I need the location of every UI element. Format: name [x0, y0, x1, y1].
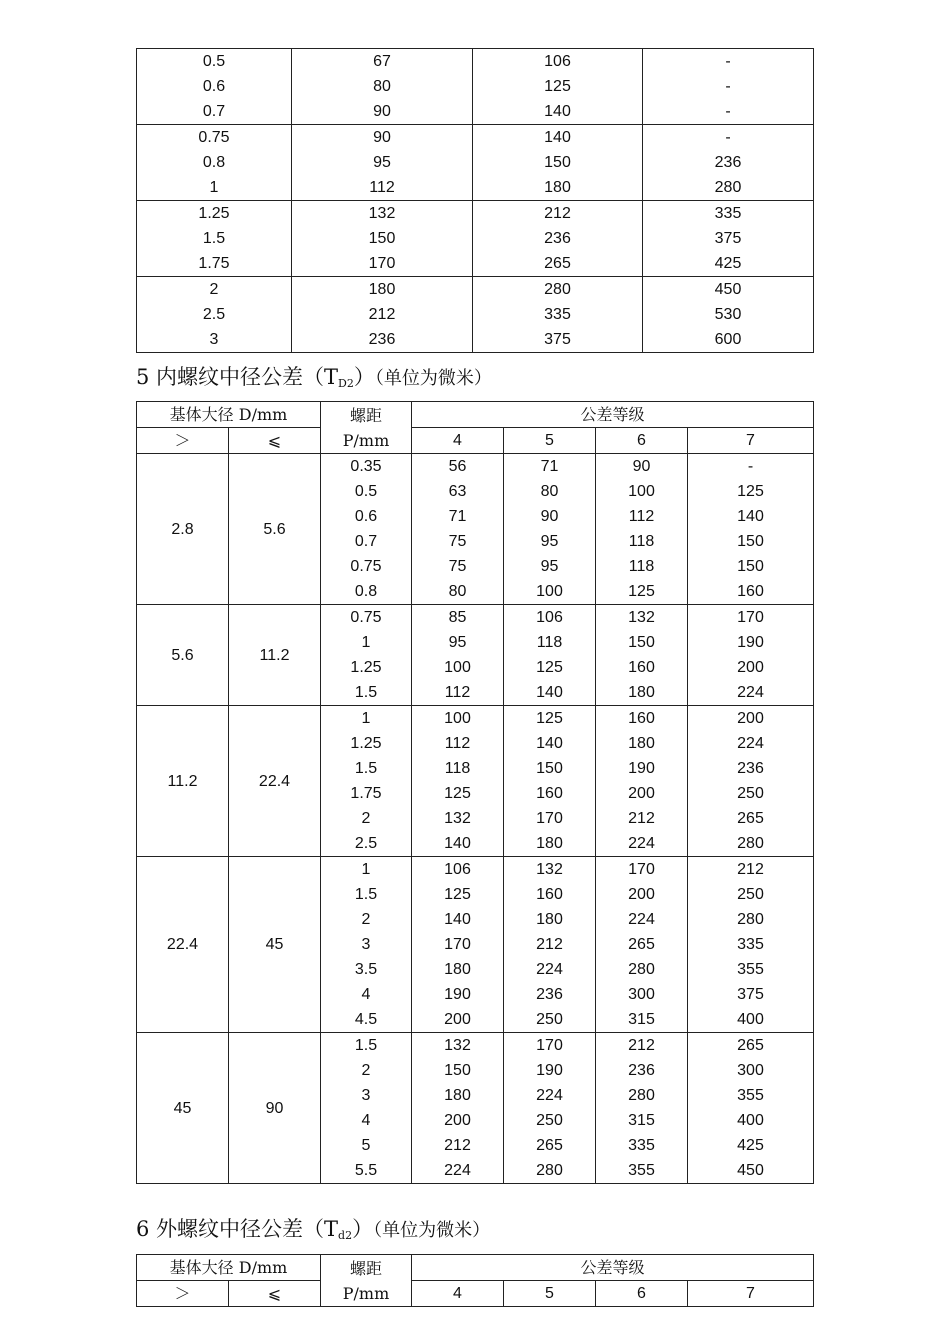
grade-5-cell-value: 160 [536, 886, 563, 903]
grade-4-cell-value: 112 [444, 684, 471, 701]
section-6-title [136, 1214, 490, 1251]
pitch-cell-value: 3 [361, 1087, 371, 1104]
grade-7-cell-value: 140 [737, 508, 764, 525]
pitch-cell [321, 605, 412, 706]
table-row [137, 857, 814, 1033]
grade-6-cell-value: 265 [628, 936, 655, 953]
grade-4-cell-value: 95 [448, 634, 467, 651]
pitch-cell-value: 0.6 [202, 78, 226, 95]
grade-6-cell-value: 180 [628, 684, 655, 701]
header-grade-5: 5 [504, 1281, 596, 1307]
grade-7-cell-value: 375 [737, 986, 764, 1003]
diameter-gt-cell: 22.4 [137, 857, 229, 1033]
grade-6-cell-value: 118 [628, 533, 655, 550]
header-pitch [321, 402, 412, 454]
grade-7-cell-value: 250 [737, 785, 764, 802]
tolerance-cell [473, 201, 643, 277]
tolerance-cell-value: 212 [544, 205, 571, 222]
header-grade-6: 6 [596, 428, 688, 454]
grade-5-cell-value: 250 [536, 1112, 563, 1129]
grade-7-cell-value: 224 [737, 735, 764, 752]
tolerance-cell-value: 212 [368, 306, 396, 323]
tolerance-cell-value: 236 [368, 331, 396, 348]
tolerance-cell-value: 280 [544, 281, 571, 298]
grade-6-cell-value: 224 [628, 911, 655, 928]
grade-6-cell-value: 170 [628, 861, 655, 878]
grade-4-cell-value: 63 [448, 483, 467, 500]
pitch-cell-value: 1.75 [198, 255, 230, 272]
pitch-cell-value: 1 [361, 634, 371, 651]
tolerance-cell-value: 150 [368, 230, 396, 247]
diameter-le-cell: 5.6 [229, 454, 321, 605]
grade-7-cell-value: 224 [737, 684, 764, 701]
table-6-external-thread-tolerance [136, 1254, 814, 1307]
grade-4-cell-value: 150 [444, 1062, 471, 1079]
tolerance-cell [643, 201, 814, 277]
tolerance-cell-value: 132 [368, 205, 396, 222]
table-row [137, 49, 814, 125]
pitch-cell-value: 1.25 [350, 659, 382, 676]
section-5-title-close: ） [353, 365, 375, 389]
pitch-cell-value: 0.5 [354, 483, 378, 500]
grade-4-cell-value: 200 [444, 1112, 471, 1129]
grade-7-cell [688, 706, 814, 857]
tolerance-cell-value: 280 [714, 179, 742, 196]
pitch-cell-value: 2 [209, 281, 219, 298]
grade-7-cell-value: 265 [737, 1037, 764, 1054]
tolerance-cell-value: 140 [544, 129, 571, 146]
header-tolerance-grade: 公差等级 [412, 1255, 814, 1281]
grade-5-cell-value: 95 [540, 533, 559, 550]
tolerance-cell [643, 277, 814, 353]
pitch-cell [137, 277, 292, 353]
grade-6-cell [596, 454, 688, 605]
grade-4-cell-value: 75 [448, 558, 467, 575]
grade-4-cell-value: 100 [444, 710, 471, 727]
grade-7-cell-value: 450 [737, 1162, 764, 1179]
grade-5-cell-value: 180 [536, 835, 563, 852]
grade-4-cell-value: 132 [444, 1037, 471, 1054]
pitch-cell-value: 1.5 [354, 886, 378, 903]
tolerance-cell-value: 530 [714, 306, 742, 323]
tolerance-cell-value: 335 [714, 205, 742, 222]
pitch-cell [137, 49, 292, 125]
header-grade-5: 5 [504, 428, 596, 454]
tolerance-cell-value: 180 [368, 281, 396, 298]
diameter-le-cell: 90 [229, 1033, 321, 1184]
grade-6-cell-value: 280 [628, 1087, 655, 1104]
tolerance-cell-value: 375 [714, 230, 742, 247]
pitch-cell [137, 125, 292, 201]
grade-7-cell [688, 857, 814, 1033]
grade-4-cell [412, 706, 504, 857]
grade-7-cell-value: 200 [737, 659, 764, 676]
grade-4-cell-value: 80 [448, 583, 467, 600]
grade-7-cell-value: 335 [737, 936, 764, 953]
table-5-internal-thread-tolerance [136, 401, 814, 1184]
pitch-cell-value: 1.5 [354, 1037, 378, 1054]
tolerance-cell-value: 450 [714, 281, 742, 298]
tolerance-cell-value: 170 [368, 255, 396, 272]
grade-7-cell [688, 1033, 814, 1184]
pitch-cell-value: 2 [361, 810, 371, 827]
pitch-cell [321, 1033, 412, 1184]
grade-7-cell-value: 280 [737, 835, 764, 852]
grade-5-cell-value: 118 [536, 634, 563, 651]
table-row [137, 1033, 814, 1184]
pitch-cell-value: 0.6 [354, 508, 378, 525]
tolerance-cell-value: 236 [544, 230, 571, 247]
pitch-cell-value: 4.5 [354, 1011, 378, 1028]
grade-7-cell-value: 280 [737, 911, 764, 928]
grade-6-cell-value: 200 [628, 886, 655, 903]
pitch-cell-value: 1.5 [202, 230, 226, 247]
grade-4-cell-value: 170 [444, 936, 471, 953]
tolerance-cell-value: 335 [544, 306, 571, 323]
pitch-cell-value: 0.5 [202, 53, 226, 70]
section-5-title [136, 362, 492, 399]
pitch-cell-value: 4 [361, 986, 371, 1003]
grade-5-cell-value: 95 [540, 558, 559, 575]
grade-4-cell-value: 200 [444, 1011, 471, 1028]
grade-7-cell-value: 250 [737, 886, 764, 903]
grade-5-cell-value: 90 [540, 508, 559, 525]
grade-5-cell-value: 280 [536, 1162, 563, 1179]
grade-5-cell-value: 140 [536, 735, 563, 752]
header-le: ⩽ [229, 428, 321, 454]
diameter-le-cell: 45 [229, 857, 321, 1033]
diameter-gt-cell: 11.2 [137, 706, 229, 857]
header-tolerance-grade: 公差等级 [412, 402, 814, 428]
tolerance-cell-value: 150 [544, 154, 571, 171]
grade-7-cell-value: 160 [737, 583, 764, 600]
table-row [137, 201, 814, 277]
diameter-gt-cell: 2.8 [137, 454, 229, 605]
pitch-cell-value: 1 [361, 861, 371, 878]
section-6-title-text: 6 外螺纹中径公差（T [136, 1217, 339, 1241]
header-gt: ＞ [137, 1281, 229, 1307]
grade-6-cell-value: 212 [628, 810, 655, 827]
grade-6-cell-value: 212 [628, 1037, 655, 1054]
pitch-cell-value: 1 [209, 179, 219, 196]
grade-4-cell-value: 125 [444, 785, 471, 802]
pitch-cell [321, 454, 412, 605]
tolerance-cell-value: 236 [714, 154, 742, 171]
header-grade-7: 7 [688, 1281, 814, 1307]
tolerance-cell-value: - [725, 78, 731, 95]
table-row [137, 125, 814, 201]
pitch-cell-value: 0.35 [350, 458, 382, 475]
tolerance-cell-value: - [725, 53, 731, 70]
tolerance-cell [292, 201, 473, 277]
grade-4-cell-value: 56 [448, 458, 467, 475]
tolerance-cell [473, 125, 643, 201]
pitch-cell-value: 0.75 [350, 609, 382, 626]
grade-6-cell [596, 857, 688, 1033]
header-pitch-line1: 螺距 [349, 405, 382, 425]
header-pitch-line2: P/mm [342, 1283, 390, 1303]
grade-7-cell-value: 355 [737, 961, 764, 978]
grade-7-cell [688, 605, 814, 706]
pitch-cell-value: 2.5 [354, 835, 378, 852]
grade-7-cell-value: 355 [737, 1087, 764, 1104]
grade-5-cell-value: 190 [536, 1062, 563, 1079]
section-6-title-close: ） [352, 1217, 374, 1241]
grade-4-cell [412, 454, 504, 605]
pitch-cell-value: 1.5 [354, 684, 378, 701]
grade-6-cell-value: 132 [628, 609, 655, 626]
header-basic-diameter: 基体大径 D/mm [137, 1255, 321, 1281]
header-grade-7: 7 [688, 428, 814, 454]
header-gt: ＞ [137, 428, 229, 454]
header-pitch-line1: 螺距 [349, 1258, 382, 1278]
section-5-unit: （单位为微米） [374, 368, 492, 389]
grade-7-cell [688, 454, 814, 605]
pitch-cell-value: 1 [361, 710, 371, 727]
diameter-le-cell: 22.4 [229, 706, 321, 857]
table-4-continuation [136, 48, 814, 353]
grade-5-cell [504, 857, 596, 1033]
grade-6-cell-value: 150 [628, 634, 655, 651]
tolerance-cell [292, 125, 473, 201]
grade-7-cell-value: 212 [737, 861, 764, 878]
header-pitch-line2: P/mm [342, 430, 390, 450]
grade-5-cell-value: 125 [536, 659, 563, 676]
section-6-title-subscript: d2 [338, 1229, 353, 1242]
pitch-cell-value: 0.7 [354, 533, 378, 550]
tolerance-cell [643, 125, 814, 201]
tolerance-cell [473, 49, 643, 125]
grade-4-cell-value: 140 [444, 911, 471, 928]
grade-6-cell [596, 605, 688, 706]
grade-5-cell-value: 125 [536, 710, 563, 727]
pitch-cell-value: 1.75 [350, 785, 382, 802]
pitch-cell-value: 2 [361, 1062, 371, 1079]
tolerance-cell [292, 49, 473, 125]
pitch-cell-value: 0.75 [198, 129, 230, 146]
tolerance-cell-value: 125 [544, 78, 571, 95]
pitch-cell [321, 706, 412, 857]
grade-6-cell [596, 706, 688, 857]
section-5-title-subscript: D2 [338, 377, 354, 390]
pitch-cell-value: 0.7 [202, 103, 226, 120]
tolerance-cell-value: 80 [373, 78, 391, 95]
tolerance-cell-value: 67 [373, 53, 391, 70]
grade-5-cell-value: 160 [536, 785, 563, 802]
pitch-cell-value: 1.25 [198, 205, 230, 222]
pitch-cell-value: 2 [361, 911, 371, 928]
grade-5-cell-value: 80 [540, 483, 559, 500]
grade-5-cell-value: 132 [536, 861, 563, 878]
header-grade-4: 4 [412, 1281, 504, 1307]
pitch-cell-value: 0.8 [202, 154, 226, 171]
grade-4-cell-value: 212 [444, 1137, 471, 1154]
pitch-cell-value: 0.8 [354, 583, 378, 600]
grade-6-cell-value: 160 [628, 659, 655, 676]
grade-4-cell-value: 180 [444, 1087, 471, 1104]
pitch-cell-value: 3 [361, 936, 371, 953]
grade-6-cell-value: 125 [628, 583, 655, 600]
grade-6-cell [596, 1033, 688, 1184]
grade-4-cell-value: 71 [448, 508, 467, 525]
tolerance-cell-value: - [725, 103, 731, 120]
grade-4-cell-value: 125 [444, 886, 471, 903]
grade-6-cell-value: 200 [628, 785, 655, 802]
grade-4-cell-value: 106 [444, 861, 471, 878]
table-row [137, 277, 814, 353]
grade-5-cell-value: 106 [536, 609, 563, 626]
grade-5-cell [504, 706, 596, 857]
grade-7-cell-value: 125 [737, 483, 764, 500]
grade-7-cell-value: 200 [737, 710, 764, 727]
pitch-cell-value: 1.5 [354, 760, 378, 777]
tolerance-cell-value: 180 [544, 179, 571, 196]
header-pitch [321, 1255, 412, 1307]
grade-4-cell-value: 132 [444, 810, 471, 827]
grade-7-cell-value: 425 [737, 1137, 764, 1154]
section-5-title-text: 5 内螺纹中径公差（T [136, 365, 339, 389]
diameter-le-cell: 11.2 [229, 605, 321, 706]
grade-6-cell-value: 300 [628, 986, 655, 1003]
table-6-header-row-1 [137, 1255, 814, 1281]
grade-7-cell-value: 170 [737, 609, 764, 626]
tolerance-cell [292, 277, 473, 353]
tolerance-cell-value: 90 [373, 129, 391, 146]
grade-6-cell-value: 315 [628, 1011, 655, 1028]
grade-7-cell-value: 150 [737, 558, 764, 575]
diameter-gt-cell: 5.6 [137, 605, 229, 706]
header-le: ⩽ [229, 1281, 321, 1307]
grade-4-cell-value: 190 [444, 986, 471, 1003]
table-4-body [137, 49, 814, 353]
grade-4-cell-value: 85 [448, 609, 467, 626]
pitch-cell-value: 4 [361, 1112, 371, 1129]
grade-6-cell-value: 335 [628, 1137, 655, 1154]
grade-4-cell [412, 605, 504, 706]
pitch-cell [137, 201, 292, 277]
grade-7-cell-value: 150 [737, 533, 764, 550]
grade-5-cell [504, 454, 596, 605]
grade-7-cell-value: 236 [737, 760, 764, 777]
grade-6-cell-value: 355 [628, 1162, 655, 1179]
grade-7-cell-value: - [747, 458, 754, 475]
grade-7-cell-value: 300 [737, 1062, 764, 1079]
tolerance-cell-value: 106 [544, 53, 571, 70]
grade-4-cell-value: 112 [444, 735, 471, 752]
pitch-cell-value: 5.5 [354, 1162, 378, 1179]
grade-6-cell-value: 280 [628, 961, 655, 978]
grade-5-cell-value: 170 [536, 810, 563, 827]
grade-5-cell-value: 224 [536, 961, 563, 978]
grade-5-cell-value: 265 [536, 1137, 563, 1154]
grade-4-cell [412, 857, 504, 1033]
grade-5-cell-value: 170 [536, 1037, 563, 1054]
grade-4-cell-value: 180 [444, 961, 471, 978]
tolerance-cell [643, 49, 814, 125]
tolerance-cell-value: 425 [714, 255, 742, 272]
tolerance-cell-value: 140 [544, 103, 571, 120]
tolerance-cell-value: - [725, 129, 731, 146]
grade-5-cell-value: 180 [536, 911, 563, 928]
grade-6-cell-value: 315 [628, 1112, 655, 1129]
grade-4-cell [412, 1033, 504, 1184]
table-6-header-row-2 [137, 1281, 814, 1307]
pitch-cell-value: 3 [209, 331, 219, 348]
table-row [137, 706, 814, 857]
grade-6-cell-value: 112 [628, 508, 655, 525]
section-6-unit: （单位为微米） [373, 1220, 491, 1241]
grade-4-cell-value: 118 [444, 760, 471, 777]
tolerance-cell [473, 277, 643, 353]
header-basic-diameter: 基体大径 D/mm [137, 402, 321, 428]
grade-7-cell-value: 400 [737, 1112, 764, 1129]
grade-5-cell-value: 100 [536, 583, 563, 600]
tolerance-cell-value: 375 [544, 331, 571, 348]
grade-4-cell-value: 100 [444, 659, 471, 676]
grade-5-cell-value: 224 [536, 1087, 563, 1104]
grade-5-cell-value: 212 [536, 936, 563, 953]
grade-5-cell [504, 605, 596, 706]
grade-6-cell-value: 190 [628, 760, 655, 777]
grade-6-cell-value: 236 [628, 1062, 655, 1079]
grade-5-cell-value: 236 [536, 986, 563, 1003]
grade-7-cell-value: 190 [737, 634, 764, 651]
pitch-cell-value: 0.75 [350, 558, 382, 575]
pitch-cell [321, 857, 412, 1033]
tolerance-cell-value: 90 [373, 103, 391, 120]
table-5-header-row-2 [137, 428, 814, 454]
pitch-cell-value: 2.5 [202, 306, 226, 323]
tolerance-cell-value: 600 [714, 331, 742, 348]
grade-5-cell-value: 250 [536, 1011, 563, 1028]
grade-6-cell-value: 100 [628, 483, 655, 500]
header-grade-4: 4 [412, 428, 504, 454]
grade-6-cell-value: 180 [628, 735, 655, 752]
table-5-header-row-1 [137, 402, 814, 428]
grade-4-cell-value: 140 [444, 835, 471, 852]
grade-6-cell-value: 160 [628, 710, 655, 727]
grade-5-cell-value: 150 [536, 760, 563, 777]
grade-7-cell-value: 265 [737, 810, 764, 827]
grade-6-cell-value: 90 [632, 458, 651, 475]
table-row [137, 454, 814, 605]
tolerance-cell-value: 95 [373, 154, 391, 171]
pitch-cell-value: 3.5 [354, 961, 378, 978]
grade-4-cell-value: 224 [444, 1162, 471, 1179]
tolerance-cell-value: 112 [369, 179, 395, 196]
table-5-body [137, 454, 814, 1184]
grade-4-cell-value: 75 [448, 533, 467, 550]
grade-6-cell-value: 224 [628, 835, 655, 852]
table-row [137, 605, 814, 706]
grade-6-cell-value: 118 [628, 558, 655, 575]
grade-5-cell-value: 71 [540, 458, 559, 475]
header-grade-6: 6 [596, 1281, 688, 1307]
grade-5-cell-value: 140 [536, 684, 563, 701]
grade-7-cell-value: 400 [737, 1011, 764, 1028]
pitch-cell-value: 1.25 [350, 735, 382, 752]
tolerance-cell-value: 265 [544, 255, 571, 272]
pitch-cell-value: 5 [361, 1137, 371, 1154]
grade-5-cell [504, 1033, 596, 1184]
diameter-gt-cell: 45 [137, 1033, 229, 1184]
